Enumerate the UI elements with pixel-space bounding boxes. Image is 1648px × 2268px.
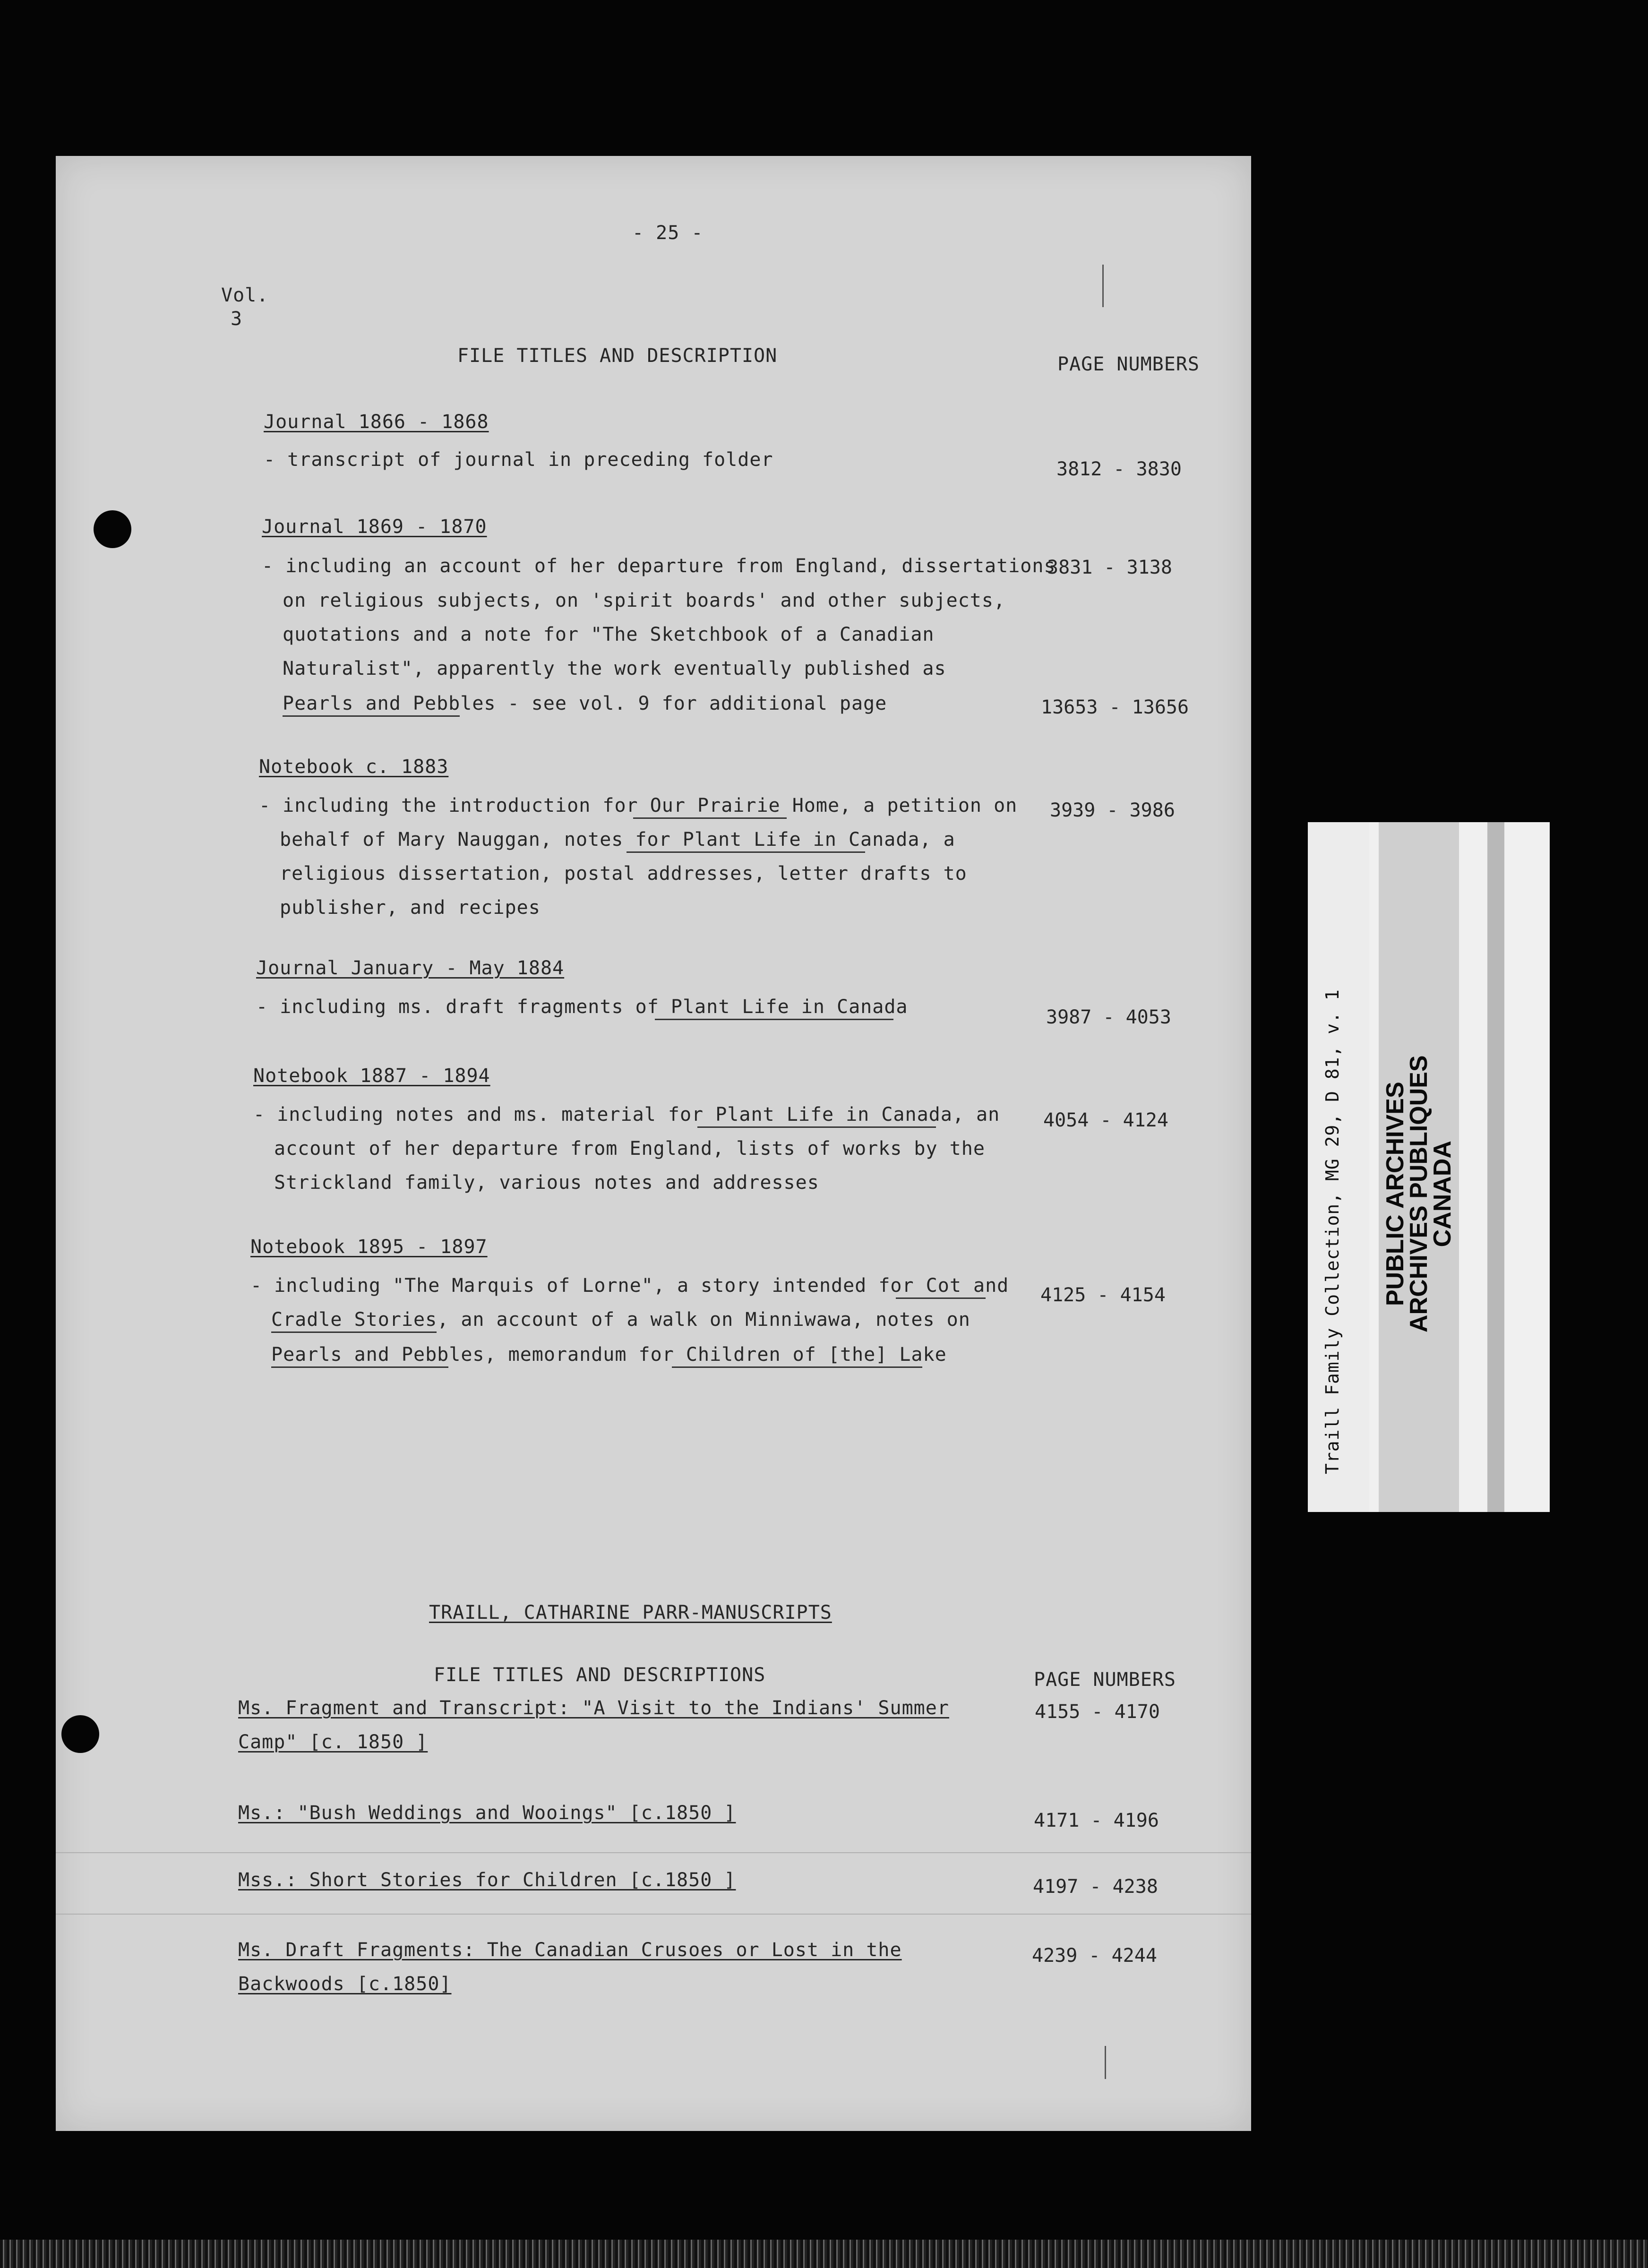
entry-title: Notebook 1895 - 1897 bbox=[250, 1236, 488, 1258]
punch-hole-top bbox=[94, 510, 131, 548]
section1-page-numbers-heading: PAGE NUMBERS bbox=[1057, 353, 1200, 375]
entry-page-range: 3831 - 3138 bbox=[1047, 557, 1172, 578]
entry-page-range: 4054 - 4124 bbox=[1043, 1109, 1168, 1131]
page-number: - 25 - bbox=[632, 222, 704, 244]
section2-page-numbers-heading: PAGE NUMBERS bbox=[1034, 1669, 1176, 1691]
section2-title: TRAILL, CATHARINE PARR-MANUSCRIPTS bbox=[429, 1602, 832, 1624]
manuscript-page-range: 4239 - 4244 bbox=[1032, 1945, 1157, 1967]
punch-hole-bottom bbox=[61, 1715, 99, 1753]
entry-page-range: 3987 - 4053 bbox=[1046, 1006, 1171, 1028]
entry-description-line: behalf of Mary Nauggan, notes for Plant Life in Canada, a bbox=[280, 829, 955, 850]
volume-label: Vol. bbox=[221, 284, 269, 306]
section1-heading: FILE TITLES AND DESCRIPTION bbox=[457, 345, 778, 367]
underline-our-prairie-home bbox=[633, 817, 787, 819]
underline-plant-life-in-canada bbox=[627, 851, 865, 853]
entry-description-line: Naturalist", apparently the work eventually published as bbox=[283, 658, 946, 679]
stamp-line: ARCHIVES PUBLIQUES bbox=[1405, 1055, 1433, 1332]
entry-description-line: Pearls and Pebbles, memorandum for Children of [the] Lake bbox=[271, 1344, 947, 1366]
stamp-line: PUBLIC ARCHIVES bbox=[1382, 1082, 1409, 1306]
manuscript-entry-line: Mss.: Short Stories for Children [c.1850 ] bbox=[238, 1869, 736, 1891]
entry-description-line: Strickland family, various notes and addresses bbox=[274, 1172, 819, 1194]
manuscript-page-range: 4171 - 4196 bbox=[1034, 1810, 1159, 1831]
entry-description-line: - including ms. draft fragments of Plant Life in Canada bbox=[256, 996, 908, 1018]
manuscript-entry-line: Ms.: "Bush Weddings and Wooings" [c.1850 ] bbox=[238, 1802, 736, 1824]
entry-description-line: Pearls and Pebbles - see vol. 9 for additional page bbox=[283, 693, 887, 714]
entry-title: Journal 1866 - 1868 bbox=[264, 411, 489, 433]
entry-description-line: - including "The Marquis of Lorne", a story intended for Cot and bbox=[250, 1275, 1009, 1297]
entry-description-line: publisher, and recipes bbox=[280, 897, 541, 919]
entry-description-line: Cradle Stories, an account of a walk on Minniwawa, notes on bbox=[271, 1309, 970, 1331]
underline-cradle-stories bbox=[271, 1332, 437, 1333]
manuscript-entry-line: Backwoods [c.1850] bbox=[238, 1973, 452, 1995]
underline-plant-life-in-canada bbox=[697, 1126, 936, 1128]
scan-crease-line bbox=[56, 1914, 1251, 1915]
entry-page-range: 4125 - 4154 bbox=[1040, 1284, 1166, 1306]
margin-mark bbox=[1102, 265, 1104, 307]
entry-description-line: religious dissertation, postal addresses, letter drafts to bbox=[280, 863, 967, 885]
scan-crease-line bbox=[56, 1852, 1251, 1853]
underline-pearls-and-pebbles bbox=[283, 715, 460, 717]
entry-description-line: - including the introduction for Our Prairie Home, a petition on bbox=[259, 795, 1018, 816]
manuscript-page-range: 4155 - 4170 bbox=[1035, 1701, 1160, 1723]
manuscript-entry-line: Ms. Draft Fragments: The Canadian Crusoes or Lost in the bbox=[238, 1939, 902, 1961]
manuscript-entry-line: Camp" [c. 1850 ] bbox=[238, 1731, 428, 1753]
entry-description-line: - including notes and ms. material for Plant Life in Canada, an bbox=[253, 1104, 1000, 1125]
archives-stamp bbox=[1383, 1055, 1454, 1332]
document-page bbox=[56, 156, 1251, 2131]
underline-children-of-the-lake bbox=[672, 1366, 922, 1368]
section2-heading: FILE TITLES AND DESCRIPTIONS bbox=[434, 1664, 766, 1686]
collection-reference: Traill Family Collection, MG 29, D 81, v. 1 bbox=[1322, 989, 1343, 1474]
entry-description-line: account of her departure from England, lists of works by the bbox=[274, 1138, 985, 1160]
manuscript-page-range: 4197 - 4238 bbox=[1033, 1876, 1158, 1898]
entry-description-line: - transcript of journal in preceding folder bbox=[264, 449, 773, 471]
underline-cot-and bbox=[896, 1297, 986, 1299]
entry-description-line: - including an account of her departure from England, dissertations bbox=[262, 555, 1056, 577]
entry-page-range: 3939 - 3986 bbox=[1050, 799, 1175, 821]
entry-title: Journal January - May 1884 bbox=[256, 957, 565, 979]
film-edge bbox=[0, 2240, 1648, 2268]
manuscript-entry-line: Ms. Fragment and Transcript: "A Visit to the Indians' Summer bbox=[238, 1697, 949, 1719]
underline-plant-life-in-canada bbox=[655, 1019, 893, 1020]
entry-title: Journal 1869 - 1870 bbox=[262, 516, 487, 538]
underline-pearls-and-pebbles bbox=[271, 1366, 448, 1368]
entry-title: Notebook c. 1883 bbox=[259, 756, 449, 778]
archive-label-card bbox=[1308, 822, 1550, 1512]
volume-number: 3 bbox=[231, 308, 243, 330]
entry-page-range: 13653 - 13656 bbox=[1041, 696, 1189, 718]
label-fold-line bbox=[1487, 822, 1504, 1512]
stamp-line: CANADA bbox=[1429, 1141, 1456, 1247]
entry-title: Notebook 1887 - 1894 bbox=[253, 1065, 490, 1087]
margin-mark bbox=[1105, 2046, 1106, 2079]
entry-page-range: 3812 - 3830 bbox=[1056, 458, 1182, 480]
entry-description-line: on religious subjects, on 'spirit boards' and other subjects, bbox=[283, 590, 1006, 611]
entry-description-line: quotations and a note for "The Sketchbook of a Canadian bbox=[283, 624, 935, 645]
